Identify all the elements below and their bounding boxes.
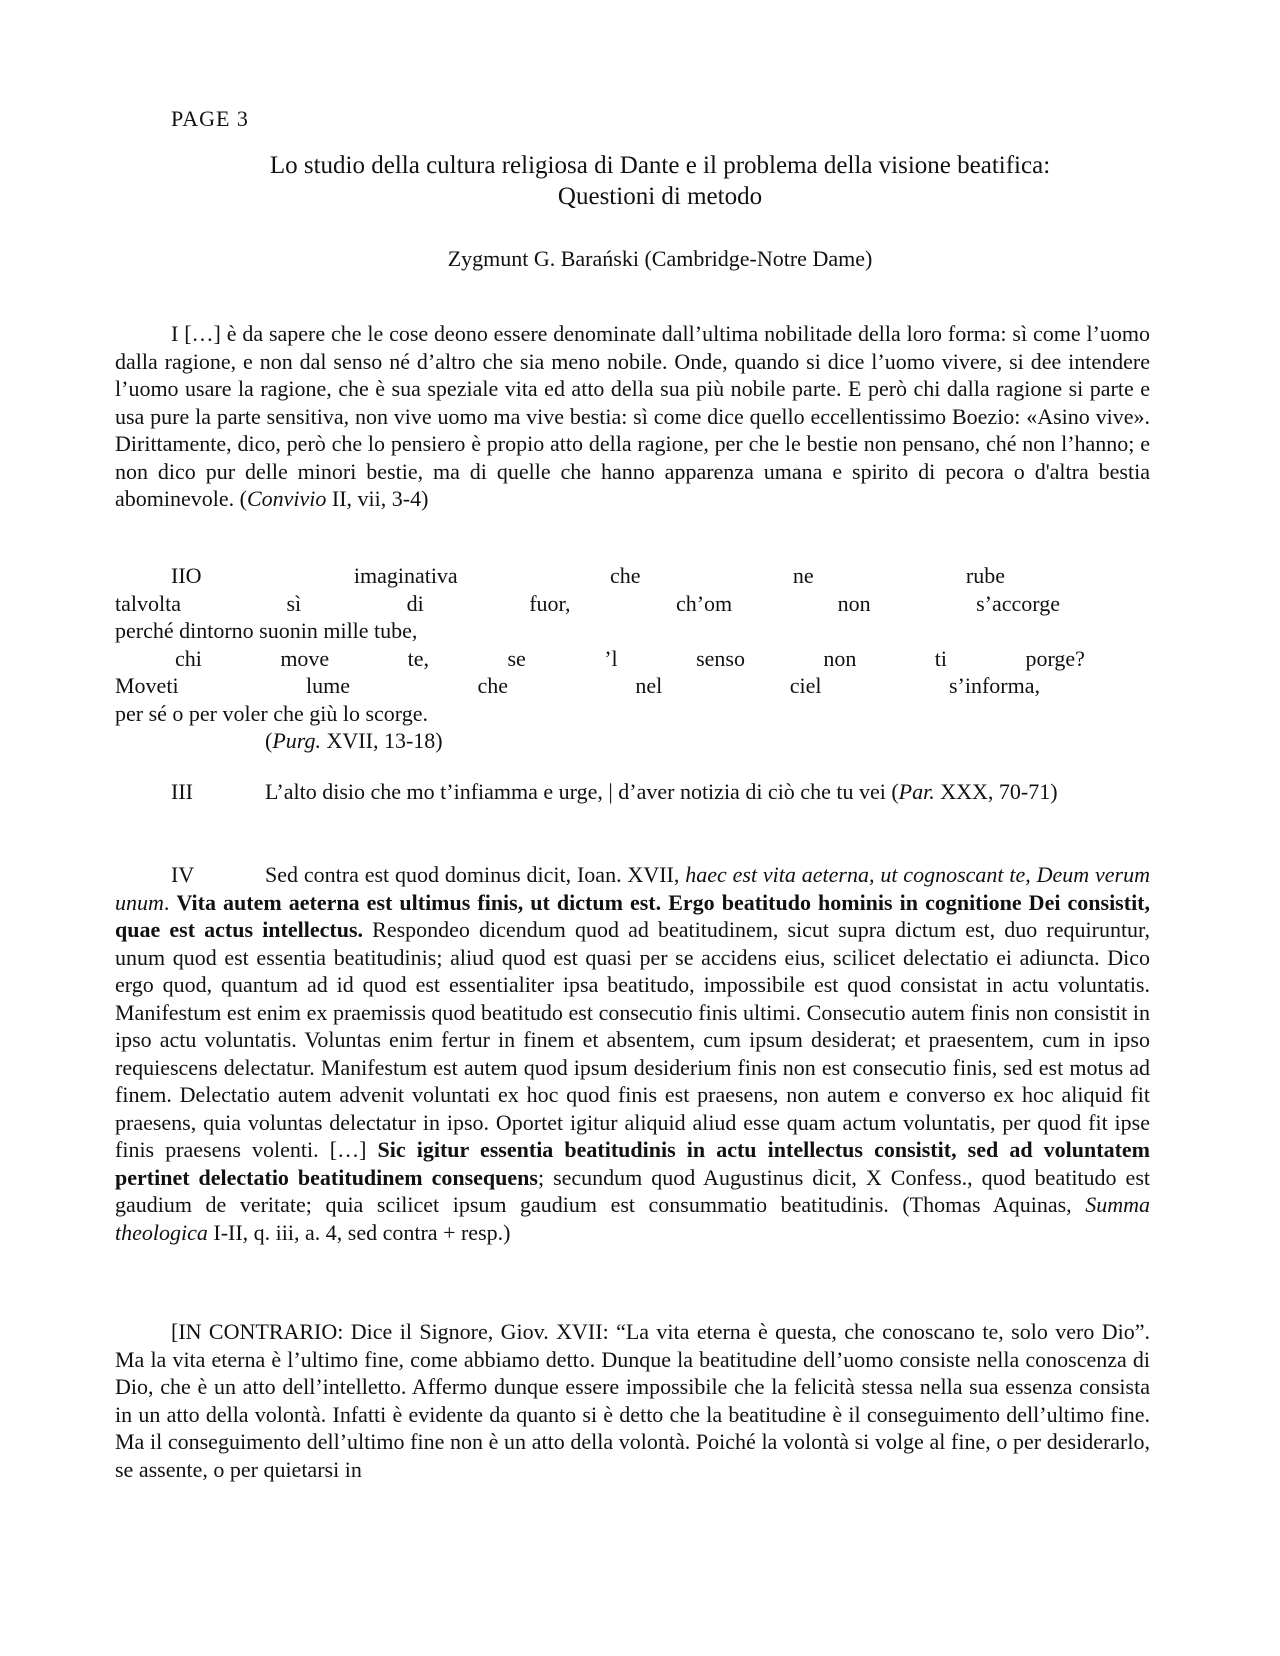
scripture-quote: haec est vita aeterna, ut cognoscant te, Deum verum unum xyxy=(115,862,1150,915)
quote-section-1 xyxy=(115,320,1150,513)
verse-line-6: per sé o per voler che giù lo scorge. xyxy=(115,700,428,726)
title-line-2: Questioni di metodo xyxy=(557,183,763,210)
citation-title: Par. xyxy=(898,779,935,804)
citation-title: Convivio xyxy=(246,486,327,511)
translation-text: [IN CONTRARIO: Dice il Signore, Giov. XVII: “La vita eterna è questa, che conoscano te, solo vero Dio”. Ma la vita eterna è l’ultimo fine, come abbiamo detto. Dunque la beatitudine dell’uomo consiste nella conoscenza di Dio, che è un atto dell’intelletto. Affermo dunque essere impossibile che la felicità stessa nella sua essenza consista in un atto della volontà. Infatti è evidente da quanto si è detto che la beatitudine è il conseguimento dell’ultimo fine. Ma il conseguimento dell’ultimo fine non è un atto della volontà. Poiché la volontà si volge al fine, o per desiderarlo, se assente, o per quietarsi in xyxy=(115,1319,1150,1482)
section-number: III xyxy=(171,779,193,804)
verse-line-1: IIO imaginativa che ne rube xyxy=(171,563,1005,588)
quote-section-3 xyxy=(115,778,1150,806)
citation-ref: I-II, q. iii, a. 4, sed contra + resp.) xyxy=(207,1219,511,1245)
verse-line-2: talvolta sì di fuor, ch’om non s’accorge xyxy=(115,590,1060,616)
citation-ref: XXX, 70-71) xyxy=(934,779,1058,804)
quote-section-4: IV Sed contra est quod dominus dicit, Ioan. XVII, haec est vita aeterna, ut cognoscant te, Deum verum unum. Vita autem aeterna est ultimus finis, ut dictum est. Ergo beatitudo hominis in cognitione Dei consistit, quae est actus intellectus. Respondeo dicendum quod ad beatitudinem, sicut supra dictum est, duo requiruntur, unum quod est essentia beatitudinis; aliud quod est quasi per se accidens eius, scilicet delectatio ei adiuncta. Dico ergo quod, quantum ad id quod est essentialiter ipsa beatitudo, impossibile est quod consistat in actu voluntatis. Manifestum est enim ex praemissis quod beatitudo est consecutio finis ultimi. Consecutio autem finis non consistit in ipso actu voluntatis. Voluntas enim fertur in finem et absentem, cum ipsum desiderat; et praesentem, cum in ipso requiescens delectatur. Manifestum est autem quod ipsum desiderium finis non est consecutio finis, sed est motus ad finem. Delectatio autem advenit voluntati ex hoc quod finis est praesens, non autem e converso ex hoc aliquid fit praesens, quia voluntas delectatur in ipso. Oportet igitur aliquid aliud esse quam actum voluntatis, per quod fit ipse finis praesens volenti. […] Sic igitur essentia beatitudinis in actu intellectus consistit, sed ad voluntatem pertinet delectatio beatitudinem consequens; secundum quod Augustinus dicit, X Confess., quod beatitudo est gaudium de veritate; quia scilicet ipsum gaudium est consummatio beatitudinis. (Thomas Aquinas, Summa theologica I-II, q. iii, a. 4, sed contra + resp.) xyxy=(115,862,1151,1245)
citation-title: Summa theologica xyxy=(115,1192,1150,1245)
verse-line-5: Moveti lume che nel ciel s’informa, xyxy=(115,673,1040,698)
verse-line-4: chi move te, se ’l senso non ti porge? xyxy=(175,645,1085,671)
author-line: Zygmunt G. Barański (Cambridge-Notre Dame) xyxy=(447,246,873,271)
quote-text: L’alto disio che mo t’infiamma e urge, | d’aver notizia di ciò che tu vei ( xyxy=(265,779,899,804)
quote-section-2 xyxy=(115,562,1150,755)
bold-passage-1: Vita autem aeterna est ultimus finis, ut dictum est. Ergo beatitudo hominis in cognitione Dei consistit, quae est actus intellectus. xyxy=(115,889,1151,942)
quote-text: […] è da sapere che le cose deono essere denominate dall’ultima nobilitade della loro forma: sì come l’uomo dalla ragione, e non dal senso né d’altro che sia meno nobile. Onde, quando si dice l’uomo vivere, si dee intendere l’uomo usare la ragione, che è sua speziale vita ed atto della sua più nobile parte. E però chi dalla ragione si parte e usa pure la parte sensitiva, non vive uomo ma vive bestia: sì come dice quello eccellentissimo Boezio: «Asino vive». Dirittamente, dico, però che lo pensiero è propio atto della ragione, per che le bestie non pensano, ché non l’hanno; e non dico pur delle minori bestie, ma di quelle che hanno apparenza umana e spirito di pecora o d'altra bestia abominevole. ( xyxy=(115,321,1150,511)
verse-line-3: perché dintorno suonin mille tube, xyxy=(115,618,418,643)
section-number: I xyxy=(171,321,179,346)
page-number: PAGE 3 xyxy=(171,106,249,131)
verse-citation: (Purg. XVII, 13-18) xyxy=(265,728,443,753)
translation-paragraph xyxy=(115,1318,1150,1482)
citation-ref: II, vii, 3-4) xyxy=(326,486,429,511)
document-title xyxy=(170,150,1150,212)
section-number: IV xyxy=(171,862,195,887)
title-line-1: Lo studio della cultura religiosa di Dante e il problema della visione beatifica: xyxy=(269,152,1051,179)
bold-passage-2: Sic igitur essentia beatitudinis in actu intellectus consistit, sed ad voluntatem pertinet delectatio beatitudinem consequens xyxy=(115,1137,1150,1190)
